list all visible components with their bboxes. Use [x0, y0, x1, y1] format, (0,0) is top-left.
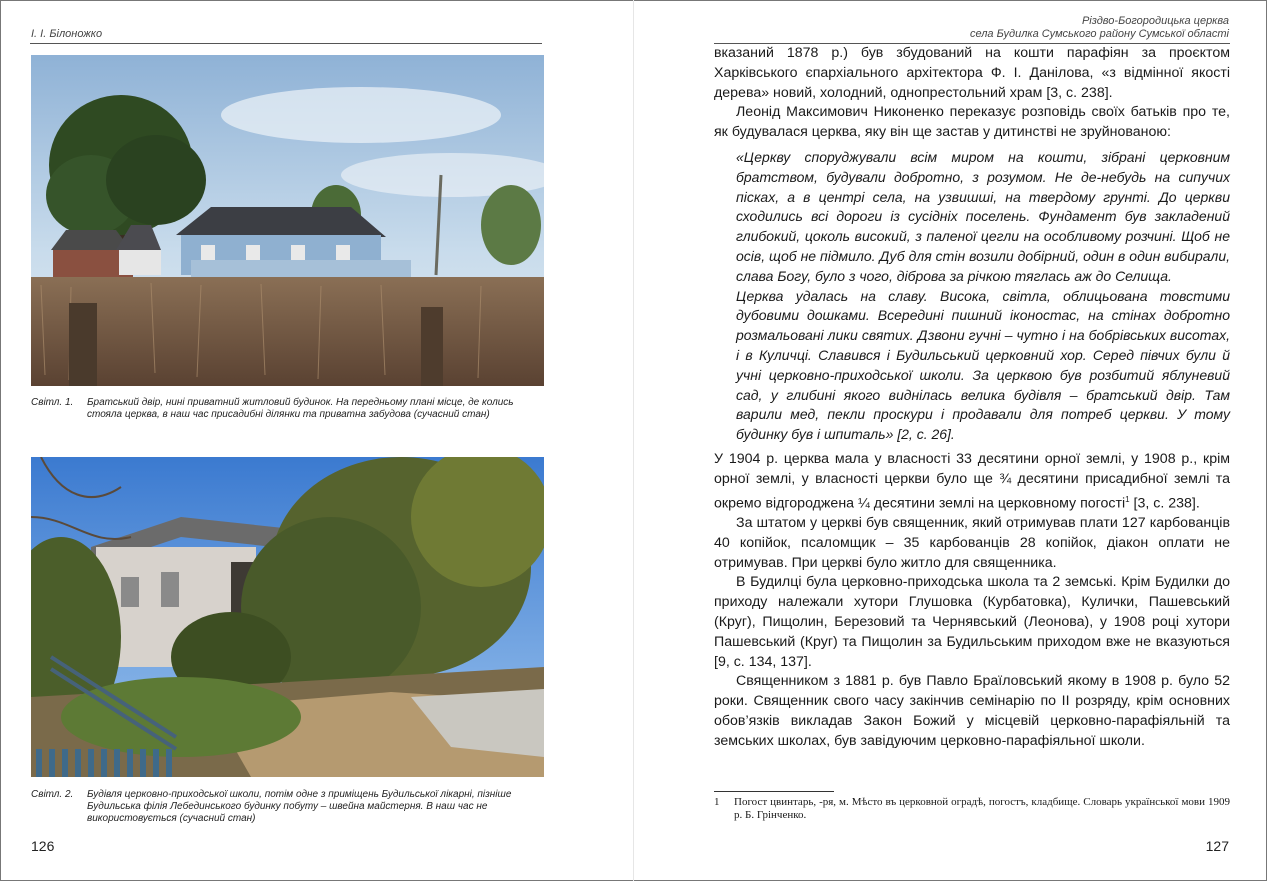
header-rule-left: [30, 43, 542, 44]
running-head-left: І. І. Білоножко: [31, 28, 103, 40]
paragraph: За штатом у церкві був священник, який отримував плати 127 карбованців 40 копійок, псаломщик – 35 карбованців 28 копійок, діакон оплати не отримував. При церкві було житло для священника.: [714, 515, 1230, 571]
caption-number: Світл. 2.: [31, 789, 74, 800]
footnote-text: Погост цвинтарь, -ря, м. Мѣсто въ церковной оградѣ, погостъ, кладбище. Словарь української мови 1909 р. Б. Грінченко.: [734, 796, 1230, 821]
paragraph: Священником з 1881 р. був Павло Браїловський якому в 1908 р. було 52 роки. Священник свого часу закінчив семінарію по ІІ розряду, крім основних обов’язків викладав Закон Божий у місцевій церковно-парафіяльній та земських школах, був завідуючим церковно-парафіяльної школи.: [714, 673, 1230, 749]
block-quote: [736, 148, 1230, 445]
caption-text: Братський двір, нині приватний житловий будинок. На передньому плані місце, де колись стояла церква, в наш час присадибні ділянки та приватна забудова (сучасний стан): [87, 397, 514, 420]
photo-parish-school: [31, 457, 544, 777]
page-number-right: 127: [1205, 838, 1229, 854]
body-text: [714, 44, 1230, 752]
quote-paragraph: Церква удалась на славу. Висока, світла, облицьована товстими дубовими дошками. Всередині пишний іконостас, на стінах добротно розмальовані лики святих. Дзвони гучні – чутно і на бобрівських висотах, і в Куличці. Славився і Будильський церковний хор. Серед півчих були й учні церковно-приходської школи. За церквою був розбитий яблуневий сад, у глибині якого виднілась велика будівля – братський двір. Там варили мед, пекли проскури і продавали для потреб церкви. У тому будинку був і шпиталь» [2, с. 26].: [736, 287, 1230, 443]
paragraph-land-citation: [3, с. 238].: [1129, 495, 1200, 512]
paragraph: вказаний 1878 р.) був збудований на кошти парафіян за проєктом Харківського єпархіального архітектора Ф. І. Данілова, «з відмінної якості дерева» новий, холодний, однопрестольний храм [3, с. 238].: [714, 45, 1230, 101]
caption-photo-1: [31, 397, 547, 423]
caption-photo-2: [31, 789, 547, 827]
footnote-reference: 1: [1125, 494, 1130, 504]
running-head-line-1: Різдво-Богородицька церква: [1081, 15, 1229, 27]
caption-number: Світл. 1.: [31, 397, 74, 408]
paragraph-land: [714, 450, 1230, 514]
paragraph-land-text: У 1904 р. церква мала у власності 33 десятини орної землі, у 1908 р., крім орної землі, у власності церкви було ще ¾ десятини присадибної землі та окремо відгороджена ¼ десятини землі на церковному погості: [714, 450, 1230, 512]
footnote-number: 1: [714, 796, 720, 808]
photo-brotherhood-yard: [31, 55, 544, 386]
footnote-rule: [714, 791, 834, 792]
footnote: [714, 796, 1230, 822]
running-head-right: [970, 15, 1229, 41]
paragraph: Леонід Максимович Никоненко переказує розповідь своїх батьків про те, як будувалася церква, яку він ще застав у дитинстві не зруйнованою:: [714, 104, 1230, 141]
book-spine: [633, 0, 634, 881]
caption-text: Будівля церковно-приходської школи, потім одне з приміщень Будильської лікарні, пізніше Будильська філія Лебединського будинку побуту – швейна майстерня. В наш час не використовується (сучасний стан): [87, 789, 512, 824]
page-number-left: 126: [31, 838, 55, 854]
quote-paragraph: «Церкву споруджували всім миром на кошти, зібрані церковним братством, будували добротно, з розумом. Не де-небудь на сипучих пісках, а в центрі села, на узвишші, на твердому грунті. До церкви сходились всі дороги із сусідніх поселень. Фундамент був закладений глибокий, цоколь високий, з паленої цегли на особливому розчині. Щоб не осів, щоб не підмило. Дуб для стін возили добірний, один в один вибирали, слава Богу, було з чого, діброва за річкою тяглась аж до Селища.: [736, 148, 1230, 284]
running-head-line-2: села Будилка Сумського району Сумської області: [969, 28, 1229, 40]
paragraph: В Будилці була церковно-приходська школа та 2 земські. Крім Будилки до приходу належали хутори Глушовка (Курбатовка), Кулички, Пашевський (Круг), Пищолин, Березовий та Чернявський (Леонова), у 1908 році хутори Пашевський (Круг) та Пищолин за Будильським приходом вже не вказуються [9, с. 134, 137].: [714, 574, 1230, 670]
